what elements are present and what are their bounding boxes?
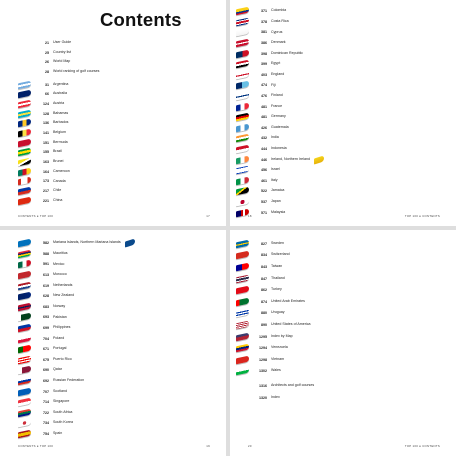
flag-icon <box>18 313 31 322</box>
flag-icon <box>18 80 31 89</box>
contents-entry[interactable] <box>18 128 99 138</box>
entry-name: Pakistan <box>53 314 67 319</box>
flag-icon <box>236 102 249 111</box>
contents-entry[interactable] <box>18 138 99 148</box>
flag-icon <box>18 366 31 375</box>
flag-icon <box>18 187 31 196</box>
entry-page-number: 675 <box>43 357 49 362</box>
entry-name: Israel <box>271 167 280 172</box>
entry-name: United States of America <box>271 322 311 326</box>
entry-name: Index by Map <box>271 333 293 338</box>
contents-page-2 <box>230 0 456 226</box>
entry-name: France <box>271 103 283 108</box>
entry-name: Guatemala <box>271 124 289 129</box>
contents-entry[interactable] <box>236 308 314 320</box>
flag-icon <box>236 7 249 16</box>
contents-entry[interactable] <box>236 186 324 197</box>
contents-entry[interactable] <box>236 176 324 187</box>
entry-page-number: 693 <box>43 315 49 320</box>
entry-page-number: 628 <box>43 294 49 299</box>
flag-icon <box>236 39 249 48</box>
entry-page-number: 474 <box>261 83 267 88</box>
entry-page-number: 537 <box>261 199 267 204</box>
entry-page-number: 714 <box>43 400 49 405</box>
entry-name: Architects and golf courses <box>271 382 315 387</box>
entry-name: Italy <box>271 177 278 182</box>
flag-placeholder <box>18 38 31 47</box>
entry-page-number: 21 <box>45 40 49 45</box>
entry-name: Bahamas <box>53 110 69 115</box>
entry-name: Index <box>271 394 280 399</box>
contents-entry[interactable] <box>236 165 324 176</box>
contents-entry[interactable] <box>236 273 314 285</box>
entry-name: Belgium <box>53 130 66 135</box>
entry-page-number: 1302 <box>259 369 267 374</box>
flag-icon <box>18 430 31 439</box>
entry-name: Wales <box>271 368 281 373</box>
contents-entry[interactable] <box>18 177 99 187</box>
contents-entry[interactable] <box>18 270 135 281</box>
entry-name: Mauritius <box>53 250 68 255</box>
entry-name: Argentina <box>53 81 69 86</box>
contents-entry[interactable] <box>236 101 324 112</box>
entry-page-number: 26 <box>45 60 49 65</box>
entry-page-number: 704 <box>43 336 49 341</box>
entry-page-number: 613 <box>43 273 49 278</box>
entry-page-number: 173 <box>43 179 49 184</box>
entry-page-number: 834 <box>261 253 267 258</box>
contents-entry[interactable] <box>18 418 135 429</box>
contents-entry[interactable] <box>236 250 314 262</box>
entry-name: Chile <box>53 188 62 193</box>
flag-icon <box>18 90 31 99</box>
flag-icon <box>236 263 249 272</box>
entry-name: Cameroon <box>53 168 70 173</box>
entry-name: Malaysia <box>271 209 286 214</box>
contents-entry[interactable] <box>236 133 324 144</box>
contents-entry[interactable] <box>236 197 324 208</box>
contents-entry[interactable] <box>18 259 135 270</box>
entry-page-number: 481 <box>261 115 267 120</box>
contents-entry[interactable] <box>236 296 314 308</box>
contents-list-2 <box>236 6 324 218</box>
flag-icon <box>236 28 249 37</box>
flag-icon <box>236 297 249 306</box>
entry-page-number: 25 <box>45 50 49 55</box>
footer-page-number: 19 <box>206 444 210 448</box>
flag-placeholder <box>18 48 31 57</box>
flag-icon <box>18 196 31 205</box>
entry-page-number: 399 <box>261 62 267 67</box>
entry-page-number: 890 <box>261 322 267 327</box>
entry-name: Jamaica <box>271 188 285 193</box>
entry-page-number: 1295 <box>259 334 267 339</box>
entry-name: Japan <box>271 199 281 204</box>
entry-name: England <box>271 71 285 76</box>
entry-page-number: 124 <box>43 101 49 106</box>
flag-placeholder <box>236 382 249 391</box>
contents-entry[interactable] <box>236 319 314 331</box>
flag-icon <box>18 419 31 428</box>
flag-icon <box>18 119 31 128</box>
entry-name: Finland <box>271 93 283 98</box>
entry-page-number: 378 <box>261 19 267 24</box>
entry-name: Bermuda <box>53 139 68 144</box>
contents-entry[interactable] <box>18 89 99 99</box>
entry-name: Brunei <box>53 159 64 164</box>
entry-name: Thailand <box>271 275 285 280</box>
entry-name: Canada <box>53 178 66 183</box>
contents-entry[interactable] <box>236 38 324 49</box>
entry-name: Morocco <box>53 272 67 277</box>
entry-page-number: 699 <box>43 326 49 331</box>
entry-page-number: 444 <box>261 147 267 152</box>
flag-icon <box>236 251 249 260</box>
entry-name: India <box>271 135 279 140</box>
entry-name: Puerto Rico <box>53 356 72 361</box>
contents-entry[interactable] <box>236 238 314 250</box>
flag-icon <box>236 332 249 341</box>
entry-page-number: 221 <box>43 198 49 203</box>
page-title: Contents <box>100 9 182 30</box>
flag-icon <box>236 49 249 58</box>
contents-entry[interactable] <box>236 261 314 273</box>
entry-page-number: 591 <box>43 262 49 267</box>
entry-name: Scotland <box>53 388 67 393</box>
flag-icon <box>18 398 31 407</box>
footer-page-number: 18 <box>248 214 252 218</box>
flag-icon <box>18 158 31 167</box>
entry-page-number: 827 <box>261 241 267 246</box>
entry-page-number: 398 <box>261 51 267 56</box>
entry-name: Taiwan <box>271 264 283 269</box>
contents-entry[interactable] <box>236 331 314 343</box>
flag-icon <box>236 145 249 154</box>
entry-name: Dominican Republic <box>271 50 303 55</box>
entry-name: Ireland, Northern Ireland <box>271 156 310 161</box>
flag-icon <box>236 344 249 353</box>
contents-entry[interactable] <box>18 249 135 260</box>
entry-name: Uruguay <box>271 310 285 315</box>
contents-entry[interactable] <box>18 365 135 376</box>
contents-entry[interactable] <box>18 386 135 397</box>
entry-page-number: 843 <box>261 264 267 269</box>
entry-page-number: 582 <box>43 241 49 246</box>
entry-name: Denmark <box>271 40 286 45</box>
entry-page-number: 1298 <box>259 357 267 362</box>
entry-page-number: 386 <box>261 41 267 46</box>
footer-left: CONTENTS ● TOP 100 <box>18 444 54 448</box>
secondary-flag-icon <box>314 155 324 164</box>
contents-entry[interactable] <box>236 284 314 296</box>
flag-icon <box>236 187 249 196</box>
entry-name: Netherlands <box>53 282 73 287</box>
footer-page-number: 20 <box>248 444 252 448</box>
entry-name: Indonesia <box>271 146 287 151</box>
entry-page-number: 163 <box>43 160 49 165</box>
contents-entry[interactable] <box>18 99 99 109</box>
flag-icon <box>236 239 249 248</box>
flag-icon <box>18 377 31 386</box>
contents-entry[interactable] <box>236 392 314 404</box>
contents-entry[interactable] <box>18 67 99 77</box>
entry-page-number: 690 <box>43 368 49 373</box>
flag-icon <box>18 167 31 176</box>
entry-name: Qatar <box>53 367 62 372</box>
flag-icon <box>18 387 31 396</box>
entry-name: World Map <box>53 59 71 64</box>
contents-page-1 <box>0 0 226 226</box>
entry-page-number: 1320 <box>259 395 267 400</box>
entry-page-number: 571 <box>261 210 267 215</box>
flag-icon <box>236 321 249 330</box>
contents-entry[interactable] <box>236 27 324 38</box>
contents-entry[interactable] <box>18 196 99 206</box>
flag-icon <box>236 286 249 295</box>
contents-entry[interactable] <box>18 323 135 334</box>
contents-entry[interactable] <box>236 6 324 17</box>
contents-entry[interactable] <box>18 238 135 249</box>
entry-name: South Korea <box>53 420 73 425</box>
contents-entry[interactable] <box>18 57 99 67</box>
entry-page-number: 128 <box>43 111 49 116</box>
contents-page-3 <box>0 230 226 456</box>
contents-entry[interactable] <box>236 112 324 123</box>
flag-placeholder <box>236 393 249 402</box>
entry-page-number: 66 <box>45 92 49 97</box>
contents-entry[interactable] <box>18 186 99 196</box>
entry-name: Singapore <box>53 399 70 404</box>
contents-entry[interactable] <box>236 48 324 59</box>
footer-right: TOP 100 ● CONTENTS <box>404 214 440 218</box>
flag-icon <box>18 302 31 311</box>
entry-name: Brazil <box>53 149 62 154</box>
entry-page-number: 481 <box>261 104 267 109</box>
entry-page-number: 722 <box>43 410 49 415</box>
entry-page-number: 847 <box>261 276 267 281</box>
contents-entry[interactable] <box>18 291 135 302</box>
entry-page-number: 136 <box>43 121 49 126</box>
flag-icon <box>18 260 31 269</box>
entry-page-number: 692 <box>43 379 49 384</box>
flag-icon <box>18 292 31 301</box>
flag-icon <box>236 309 249 318</box>
entry-name: Portugal <box>53 346 67 351</box>
entry-page-number: 432 <box>261 136 267 141</box>
flag-icon <box>236 60 249 69</box>
entry-page-number: 426 <box>261 125 267 130</box>
flag-icon <box>236 176 249 185</box>
entry-page-number: 683 <box>43 304 49 309</box>
contents-entry[interactable] <box>18 408 135 419</box>
contents-entry[interactable] <box>18 119 99 129</box>
flag-icon <box>236 134 249 143</box>
entry-name: Russian Federation <box>53 378 85 383</box>
contents-entry[interactable] <box>236 380 314 392</box>
contents-entry[interactable] <box>236 91 324 102</box>
contents-entry[interactable] <box>18 80 99 90</box>
entry-name: Norway <box>53 303 66 308</box>
entry-name: South Africa <box>53 409 73 414</box>
entry-name: Germany <box>271 114 286 119</box>
flag-icon <box>236 18 249 27</box>
flag-icon <box>236 81 249 90</box>
contents-entry[interactable] <box>18 157 99 167</box>
entry-page-number: 1294 <box>259 346 267 351</box>
flag-placeholder <box>18 68 31 77</box>
flag-icon <box>18 100 31 109</box>
entry-page-number: 371 <box>261 9 267 14</box>
flag-icon <box>18 129 31 138</box>
entry-name: Switzerland <box>271 252 290 257</box>
flag-icon <box>236 367 249 376</box>
contents-entry[interactable] <box>236 342 314 354</box>
entry-name: Austria <box>53 101 65 106</box>
flag-icon <box>18 239 31 248</box>
contents-entry[interactable] <box>18 302 135 313</box>
flag-icon <box>236 92 249 101</box>
contents-entry[interactable] <box>236 123 324 134</box>
entry-name: Mexico <box>53 261 65 266</box>
flag-icon <box>236 166 249 175</box>
flag-icon <box>18 148 31 157</box>
entry-page-number: 456 <box>261 168 267 173</box>
entry-name: China <box>53 197 63 202</box>
entry-name: Sweden <box>271 240 284 245</box>
flag-icon <box>18 334 31 343</box>
entry-page-number: 155 <box>43 150 49 155</box>
contents-entry[interactable] <box>236 366 314 378</box>
entry-name: Cyprus <box>271 29 283 34</box>
footer-left: CONTENTS ● TOP 100 <box>18 214 54 218</box>
contents-entry[interactable] <box>236 354 314 366</box>
contents-entry[interactable] <box>236 59 324 70</box>
contents-entry[interactable] <box>236 70 324 81</box>
contents-entry[interactable] <box>18 376 135 387</box>
entry-page-number: 588 <box>43 251 49 256</box>
entry-page-number: 476 <box>261 94 267 99</box>
entry-name: Spain <box>53 431 63 436</box>
contents-entry[interactable] <box>18 312 135 323</box>
contents-entry[interactable] <box>236 144 324 155</box>
flag-placeholder <box>18 58 31 67</box>
flag-icon <box>18 324 31 333</box>
entry-page-number: 619 <box>43 283 49 288</box>
entry-name: Poland <box>53 335 65 340</box>
entry-name: Australia <box>53 91 67 96</box>
entry-name: Turkey <box>271 287 282 292</box>
entry-name: User Guide <box>53 39 72 44</box>
flag-icon <box>236 113 249 122</box>
contents-entry[interactable] <box>18 429 135 440</box>
entry-name: Venezuela <box>271 345 288 350</box>
flag-icon <box>18 271 31 280</box>
contents-entry[interactable] <box>236 80 324 91</box>
flag-icon <box>18 345 31 354</box>
contents-entry[interactable] <box>236 17 324 28</box>
entry-page-number: 141 <box>43 131 49 136</box>
contents-list-1 <box>18 38 99 206</box>
contents-entry[interactable] <box>18 344 135 355</box>
entry-page-number: 874 <box>261 299 267 304</box>
flag-icon <box>18 355 31 364</box>
flag-icon <box>18 281 31 290</box>
entry-page-number: 522 <box>261 189 267 194</box>
contents-entry[interactable] <box>18 280 135 291</box>
entry-name: Mariana Islands, Northern Mariana Islands <box>53 240 121 245</box>
contents-entry[interactable] <box>18 38 99 48</box>
entry-name: Egypt <box>271 61 281 66</box>
entry-page-number: 381 <box>261 30 267 35</box>
flag-icon <box>18 177 31 186</box>
entry-name: Costa Rica <box>271 18 289 23</box>
entry-name: Fiji <box>271 82 276 87</box>
flag-icon <box>236 123 249 132</box>
entry-page-number: 880 <box>261 311 267 316</box>
contents-entry[interactable] <box>18 48 99 58</box>
entry-page-number: 28 <box>45 69 49 74</box>
entry-name: United Arab Emirates <box>271 298 305 303</box>
contents-entry[interactable] <box>236 154 324 165</box>
entry-page-number: 151 <box>43 140 49 145</box>
entry-name: Country list <box>53 49 71 54</box>
flag-icon <box>18 138 31 147</box>
entry-page-number: 31 <box>45 82 49 87</box>
flag-icon <box>236 70 249 79</box>
contents-list-4 <box>236 238 314 403</box>
contents-entry[interactable] <box>18 148 99 158</box>
secondary-flag-icon <box>125 239 135 248</box>
entry-page-number: 862 <box>261 288 267 293</box>
contents-entry[interactable] <box>18 109 99 119</box>
entry-name: Philippines <box>53 325 71 330</box>
flag-icon <box>18 109 31 118</box>
flag-icon <box>18 250 31 259</box>
contents-page-4 <box>230 230 456 456</box>
entry-page-number: 707 <box>43 389 49 394</box>
footer-right: TOP 100 ● CONTENTS <box>404 444 440 448</box>
entry-name: Vietnam <box>271 356 285 361</box>
contents-entry[interactable] <box>18 167 99 177</box>
flag-icon <box>236 198 249 207</box>
entry-page-number: 754 <box>43 431 49 436</box>
entry-page-number: 734 <box>43 421 49 426</box>
entry-page-number: 217 <box>43 189 49 194</box>
entry-page-number: 1316 <box>259 383 267 388</box>
entry-name: New Zealand <box>53 293 75 298</box>
flag-icon <box>236 355 249 364</box>
entry-page-number: 461 <box>261 178 267 183</box>
entry-name: Barbados <box>53 120 69 125</box>
entry-name: Colombia <box>271 8 287 13</box>
footer-page-number: 17 <box>206 214 210 218</box>
contents-entry[interactable] <box>18 333 135 344</box>
entry-page-number: 671 <box>43 347 49 352</box>
flag-icon <box>236 155 249 164</box>
contents-list-3 <box>18 238 135 439</box>
entry-page-number: 164 <box>43 169 49 174</box>
entry-page-number: 403 <box>261 72 267 77</box>
flag-icon <box>18 408 31 417</box>
contents-entry[interactable] <box>18 355 135 366</box>
contents-entry[interactable] <box>18 397 135 408</box>
flag-icon <box>236 274 249 283</box>
entry-page-number: 446 <box>261 157 267 162</box>
entry-name: World ranking of golf courses <box>53 68 100 73</box>
